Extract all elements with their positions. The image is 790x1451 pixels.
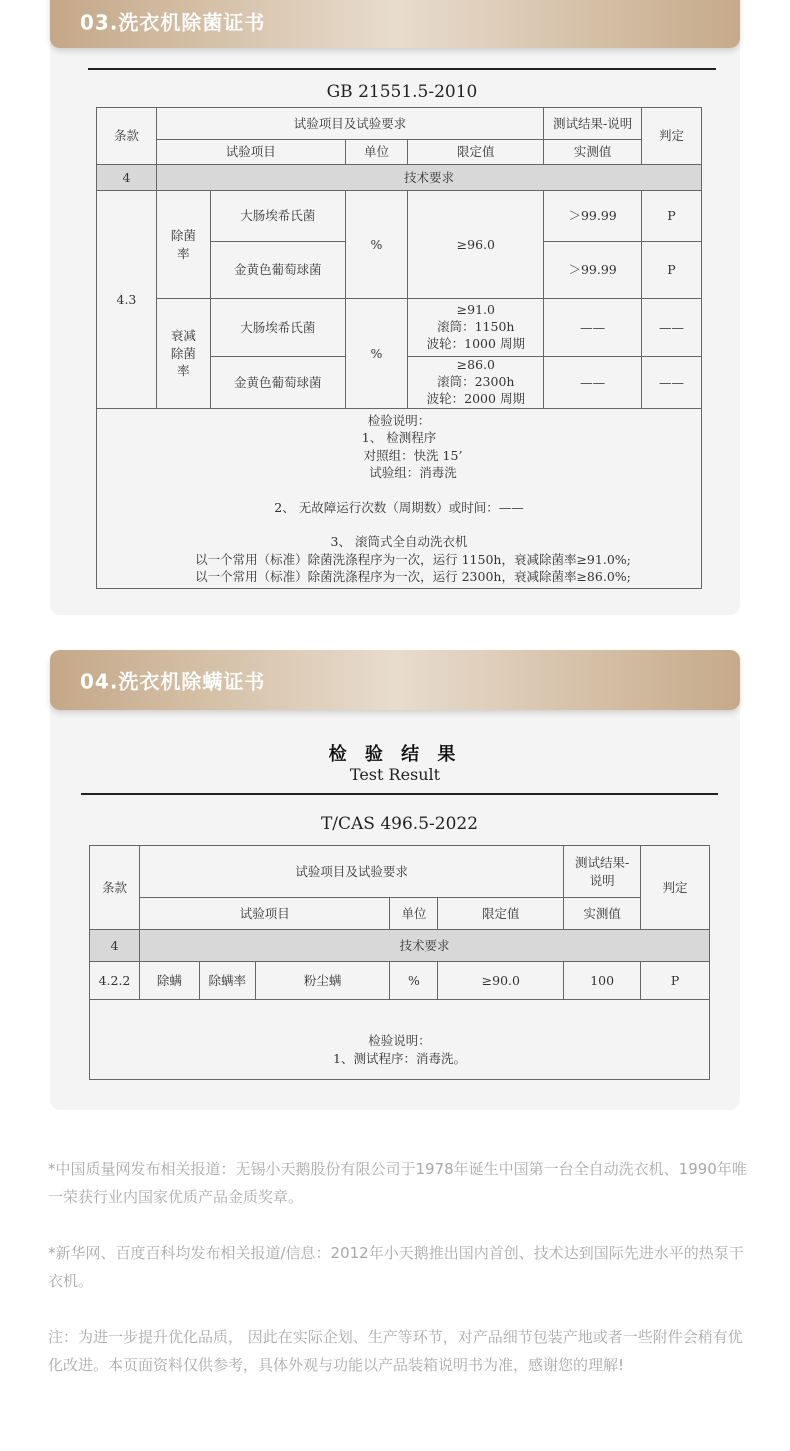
header-unit: 单位 xyxy=(390,898,438,930)
header-line: 测试结果- xyxy=(575,855,630,870)
notes-title: 检验说明： xyxy=(367,412,431,428)
result-subtitle: Test Result xyxy=(349,765,441,784)
standard-code: GB 21551.5-2010 xyxy=(326,82,478,102)
section-title-03: 03.洗衣机除菌证书 xyxy=(80,10,266,35)
header-judge: 判定 xyxy=(641,846,710,930)
divider-rule xyxy=(88,68,716,70)
notes-row xyxy=(97,409,702,589)
header-result-note: 测试结果-说明 xyxy=(544,108,642,140)
tech-label: 技术要求 xyxy=(156,165,701,191)
unit-value: % xyxy=(345,299,408,409)
row-item: 粉尘螨 xyxy=(255,962,390,1000)
footnote-1: *中国质量网发布相关报道：无锡小天鹅股份有限公司于1978年诞生中国第一台全自动洗衣机、1990年唯一荣获行业内国家优质产品金质奖章。 xyxy=(48,1160,747,1206)
section-banner-04 xyxy=(50,650,740,710)
limit-line: 滚筒：2300h xyxy=(437,374,515,390)
section-title-04: 04.洗衣机除螨证书 xyxy=(80,669,266,694)
footnote-2: *新华网、百度百科均发布相关报道/信息：2012年小天鹅推出国内首创、技术达到国际先进水平的热泵干衣机。 xyxy=(48,1244,744,1290)
header-measured: 实测值 xyxy=(544,140,642,165)
header-clause: 条款 xyxy=(97,108,157,165)
judge-value: P xyxy=(642,191,702,242)
judge-value: —— xyxy=(642,299,702,357)
measured-value: —— xyxy=(544,299,642,357)
header-unit: 单位 xyxy=(345,140,408,165)
notes-line: 3、 滚筒式全自动洗衣机 xyxy=(330,534,468,549)
header-result-note xyxy=(564,846,641,898)
header-limit: 限定值 xyxy=(438,898,564,930)
row-measured: 100 xyxy=(564,962,641,1000)
notes-line: 1、 检测程序 xyxy=(361,430,437,445)
row-clause: 4.2.2 xyxy=(90,962,140,1000)
divider-rule xyxy=(81,793,718,795)
footnote-3: 注：为进一步提升优化品质， 因此在实际企划、生产等环节，对产品细节包装产地或者一些附件会稍有优化改进。本页面资料仅供参考，具体外观与功能以产品装箱说明书为准，感谢您的理解! xyxy=(48,1328,743,1374)
notes-line: 1、测试程序：消毒洗。 xyxy=(333,1050,466,1066)
notes-line: 2、 无故障运行次数（周期数）或时间：—— xyxy=(274,499,524,515)
tech-requirement-row xyxy=(97,165,702,191)
judge-value: P xyxy=(642,242,702,299)
row-judge: P xyxy=(641,962,710,1000)
tech-clause: 4 xyxy=(97,165,157,191)
unit-value: % xyxy=(345,191,408,299)
header-items-requirements: 试验项目及试验要求 xyxy=(156,108,543,140)
table-row xyxy=(90,962,710,1000)
limit-line: ≥91.0 xyxy=(456,302,495,318)
test-item: 大肠埃希氏菌 xyxy=(210,299,345,357)
result-title: 检 验 结 果 xyxy=(328,744,462,765)
limit-value xyxy=(408,357,544,409)
measured-value: ＞99.99 xyxy=(544,242,642,299)
test-item: 金黄色葡萄球菌 xyxy=(210,242,345,299)
limit-line: 滚筒：1150h xyxy=(437,319,515,335)
inspection-notes xyxy=(97,409,702,589)
clause-4-3: 4.3 xyxy=(97,191,157,409)
disinfection-results-table xyxy=(96,107,702,589)
test-item: 金黄色葡萄球菌 xyxy=(210,357,345,409)
row-category: 除螨 xyxy=(139,962,199,1000)
standard-code: T/CAS 496.5-2022 xyxy=(320,814,479,834)
group-label-decay: 衰减除菌率 xyxy=(156,299,210,409)
header-item: 试验项目 xyxy=(139,898,390,930)
limit-line: 波轮：1000 周期 xyxy=(426,335,525,351)
table-row xyxy=(97,191,702,242)
row-limit: ≥90.0 xyxy=(438,962,564,1000)
table-row xyxy=(97,299,702,357)
notes-row xyxy=(90,1000,710,1080)
notes-line: 以一个常用（标准）除菌洗涤程序为一次，运行 2300h，衰减除菌率≥86.0%; xyxy=(195,569,631,584)
limit-value: ≥96.0 xyxy=(408,191,544,299)
header-limit: 限定值 xyxy=(408,140,544,165)
tech-requirement-row xyxy=(90,930,710,962)
header-item: 试验项目 xyxy=(156,140,345,165)
tech-label: 技术要求 xyxy=(139,930,709,962)
header-line: 说明 xyxy=(589,872,615,888)
notes-line: 以一个常用（标准）除菌洗涤程序为一次，运行 1150h，衰减除菌率≥91.0%; xyxy=(195,551,631,567)
table-subheader-row xyxy=(90,898,710,930)
notes-line: 试验组：消毒洗 xyxy=(369,465,457,480)
header-items-requirements: 试验项目及试验要求 xyxy=(139,846,563,898)
inspection-notes xyxy=(90,1000,710,1080)
table-subheader-row xyxy=(97,140,702,165)
section-banner-03 xyxy=(50,0,740,48)
test-item: 大肠埃希氏菌 xyxy=(210,191,345,242)
mite-results-table xyxy=(89,845,710,1080)
notes-title: 检验说明： xyxy=(368,1033,431,1048)
limit-line: ≥86.0 xyxy=(456,357,495,373)
judge-value: —— xyxy=(642,357,702,409)
notes-line: 对照组：快洗 15’ xyxy=(363,447,463,463)
limit-line: 波轮：2000 周期 xyxy=(426,390,525,406)
row-unit: % xyxy=(390,962,438,1000)
header-measured: 实测值 xyxy=(564,898,641,930)
table-header-row xyxy=(97,108,702,140)
header-clause: 条款 xyxy=(90,846,140,930)
table-header-row xyxy=(90,846,710,898)
header-judge: 判定 xyxy=(642,108,702,165)
measured-value: —— xyxy=(544,357,642,409)
measured-value: ＞99.99 xyxy=(544,191,642,242)
group-label-sterilization: 除菌率 xyxy=(156,191,210,299)
row-metric: 除螨率 xyxy=(199,962,255,1000)
limit-value xyxy=(408,299,544,357)
tech-clause: 4 xyxy=(90,930,140,962)
